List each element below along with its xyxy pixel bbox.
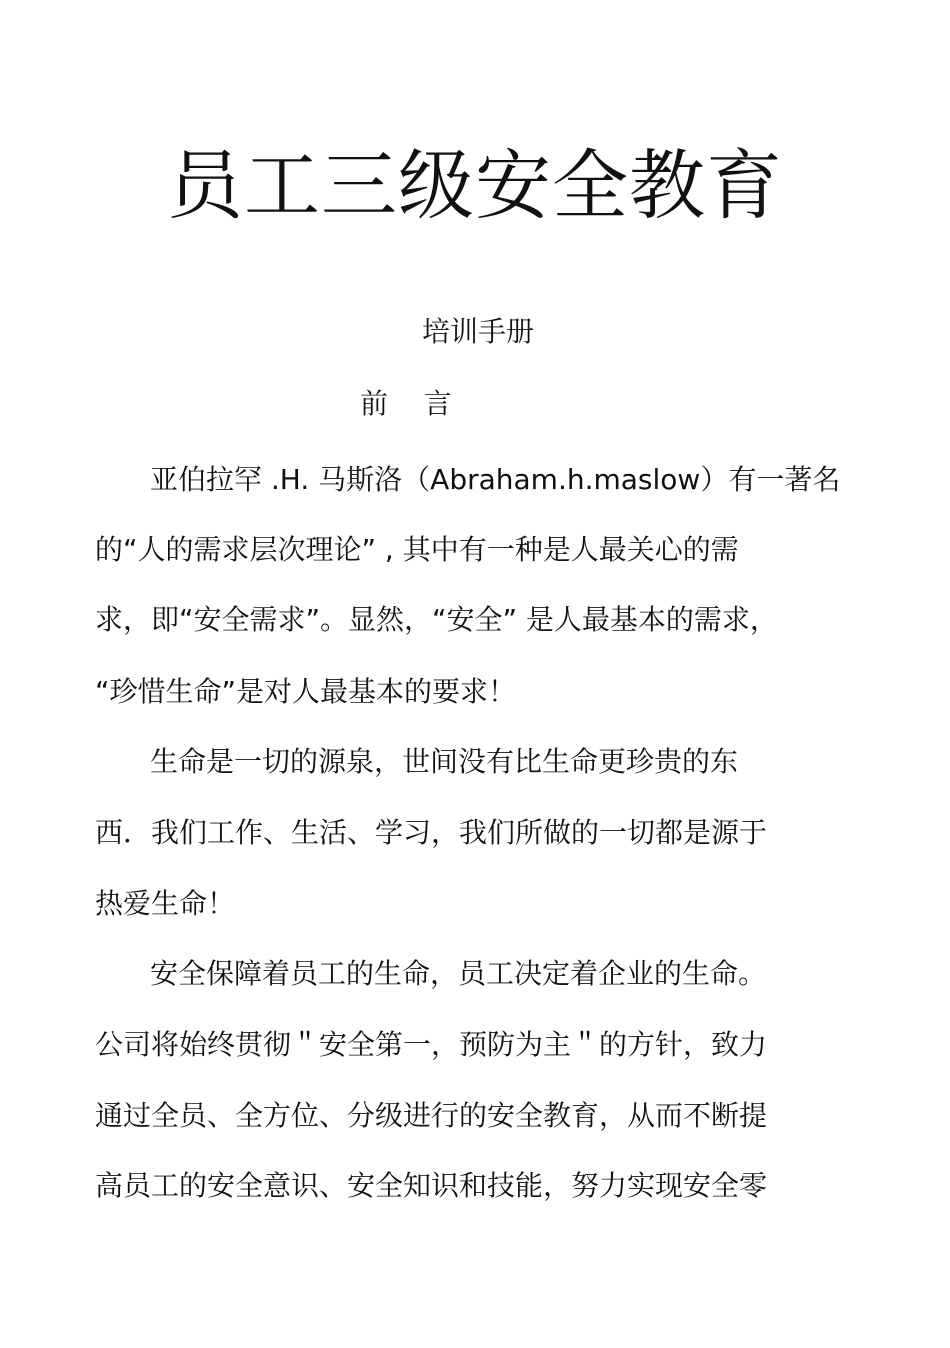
document-title: 员工三级安全教育	[167, 141, 783, 230]
document-subtitle: 培训手册	[421, 315, 534, 348]
preface-heading: 前 言	[360, 387, 452, 420]
body-text-line: 亚伯拉罕 .H. 马斯洛（Abraham.h.maslow）有一著名	[150, 463, 841, 496]
body-text-line: 求，即“安全需求”。显然，“安全” 是人最基本的需求，	[95, 603, 778, 636]
body-text-line: 安全保障着员工的生命，员工决定着企业的生命。	[150, 957, 767, 990]
body-text-line: 生命是一切的源泉，世间没有比生命更珍贵的东	[150, 745, 739, 778]
body-text-line: 公司将始终贯彻＂安全第一，预防为主＂的方针，致力	[95, 1028, 768, 1061]
body-text-line: 通过全员、全方位、分级进行的安全教育，从而不断提	[95, 1099, 768, 1132]
body-text-line: 的“人的需求层次理论” , 其中有一种是人最关心的需	[95, 533, 739, 566]
body-text-line: “珍惜生命”是对人最基本的要求！	[95, 675, 517, 708]
body-text-line: 高员工的安全意识、安全知识和技能，努力实现安全零	[95, 1169, 768, 1202]
body-text-line: 热爱生命！	[95, 887, 236, 920]
body-text-line: 西．我们工作、生活、学习，我们所做的一切都是源于	[95, 816, 768, 849]
